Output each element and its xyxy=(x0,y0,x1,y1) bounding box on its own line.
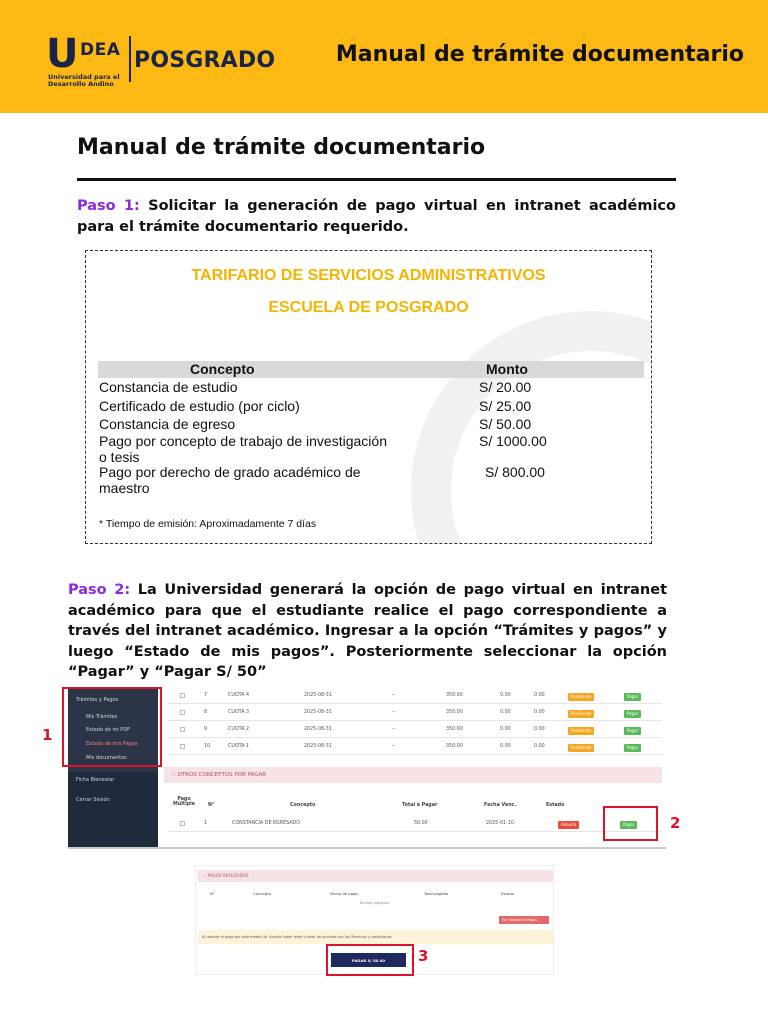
document-title: Manual de trámite documentario xyxy=(77,135,486,160)
row-dash: -- xyxy=(392,693,396,698)
row-concept: CONSTANCIA DE EGRESADO xyxy=(232,821,301,826)
tariff-concept: Certificado de estudio (por ciclo) xyxy=(99,398,300,414)
tariff-note: * Tiempo de emisión: Aproximadamente 7 días xyxy=(99,518,317,530)
row-concept: CUOTA 1 xyxy=(228,744,250,749)
udea-posgrado-logo xyxy=(46,30,276,90)
tariff-subtitle: ESCUELA DE POSGRADO xyxy=(268,299,469,316)
row-number: 10 xyxy=(204,744,211,749)
col-due-date: Fecha Venc. xyxy=(484,803,517,808)
row-total: 350.00 xyxy=(446,744,463,749)
row-number: 8 xyxy=(204,710,208,715)
col-number: N° xyxy=(208,803,215,808)
logo-dea: DEA xyxy=(80,40,121,60)
other-concept-row xyxy=(168,815,662,832)
terms-notice: Al realizar el pago por este medio Ud. Acepta haber leído y estar de acuerdo con los Términos y condiciones. xyxy=(198,930,553,944)
sidebar-item-ficha[interactable]: Ficha Bienestar xyxy=(76,777,115,783)
status-badge: Pendiente xyxy=(568,744,594,752)
callout-1: 1 xyxy=(42,726,53,744)
row-due-date: 2025-01-10 xyxy=(486,821,514,826)
tariff-amount: S/ 1000.00 xyxy=(479,433,547,449)
row-number: 7 xyxy=(204,693,208,698)
row-dash: -- xyxy=(392,710,396,715)
row-dash: -- xyxy=(392,744,396,749)
title-divider xyxy=(77,178,676,181)
tariff-col-concept: Concepto xyxy=(190,361,255,377)
row-total: 350.00 xyxy=(446,710,463,715)
other-concepts-bar: :: OTROS CONCEPTOS POR PAGAR xyxy=(164,767,662,783)
status-badge: Adeuda xyxy=(558,821,579,829)
step1-paragraph xyxy=(77,196,676,237)
quota-row xyxy=(168,687,662,704)
page-header xyxy=(0,0,768,113)
quota-row xyxy=(168,704,662,721)
payments-made-bar: :: PAGOS REALIZADOS xyxy=(198,870,553,882)
status-badge: Pendiente xyxy=(568,727,594,735)
highlight-box-1 xyxy=(62,687,162,767)
col-status: Estado xyxy=(546,803,565,808)
row-paid: 0.00 xyxy=(500,710,511,715)
col-number: N° xyxy=(210,891,215,896)
row-balance: 0.00 xyxy=(534,744,545,749)
tariff-concept: Constancia de estudio xyxy=(99,379,238,395)
sidebar-item-mis-tramites[interactable]: Mis Trámites xyxy=(86,714,118,720)
header-title: Manual de trámite documentario xyxy=(335,42,744,67)
tariff-figure xyxy=(85,250,652,544)
tariff-header-band xyxy=(98,361,644,378)
step1-label: Paso 1: xyxy=(77,198,140,214)
row-number: 1 xyxy=(204,821,208,826)
row-paid: 0.00 xyxy=(500,744,511,749)
tariff-concept: Pago por concepto de trabajo de investigación o tesis xyxy=(99,433,387,465)
payment-history-button[interactable]: Ver Historial de Pagos xyxy=(499,916,549,924)
col-concept: Concepto xyxy=(290,803,316,808)
highlight-box-3 xyxy=(326,944,414,976)
row-paid: 0.00 xyxy=(500,727,511,732)
col-multi-pay: Pago Múltiple xyxy=(172,797,196,807)
highlight-box-2 xyxy=(603,806,658,841)
row-dash: -- xyxy=(392,727,396,732)
row-checkbox[interactable] xyxy=(180,821,185,826)
sidebar-item-estado-pagos[interactable]: Estado de mis Pagos xyxy=(86,741,138,747)
tariff-concept: Pago por derecho de grado académico de maestro xyxy=(99,464,361,496)
quota-row xyxy=(168,738,662,755)
row-date: 2025-08-31 xyxy=(304,727,332,732)
tariff-amount: S/ 800.00 xyxy=(485,464,545,480)
col-total: Total a Pagar xyxy=(402,803,438,808)
pay-50-button[interactable]: PAGAR S/ 50.00 xyxy=(331,953,406,967)
row-balance: 0.00 xyxy=(534,710,545,715)
row-balance: 0.00 xyxy=(534,693,545,698)
tariff-amount: S/ 25.00 xyxy=(479,398,532,414)
row-concept: CUOTA 2 xyxy=(228,727,250,732)
logo-u: U xyxy=(46,31,79,77)
step2-label: Paso 2: xyxy=(68,582,131,598)
col-status: Estado xyxy=(501,891,514,896)
pay-button[interactable]: Pagar xyxy=(624,727,641,735)
row-total: 50.00 xyxy=(414,821,428,826)
row-paid: 0.00 xyxy=(500,693,511,698)
sidebar-item-cerrar-sesion[interactable]: Cerrar Sesión xyxy=(76,797,110,803)
row-checkbox[interactable] xyxy=(180,744,185,749)
tariff-amount: S/ 20.00 xyxy=(479,379,532,395)
row-checkbox[interactable] xyxy=(180,693,185,698)
step2-paragraph xyxy=(68,580,667,683)
row-concept: CUOTA 4 xyxy=(228,693,250,698)
row-checkbox[interactable] xyxy=(180,710,185,715)
row-concept: CUOTA 3 xyxy=(228,710,250,715)
pay-button[interactable]: Pagar xyxy=(624,693,641,701)
step1-text: Solicitar la generación de pago virtual en intranet académico para el trámite documentario requerido. xyxy=(77,198,676,235)
step2-text: La Universidad generará la opción de pago virtual en intranet académico para que el estudiante realice el pago correspondiente a través del intranet académico. Ingresar a la opción “Trámites y pagos” y luego “Estado de mis pagos”. Posteriormente seleccionar la opción “Pagar” y “Pagar S/ 50” xyxy=(68,582,667,680)
row-total: 350.00 xyxy=(446,693,463,698)
tariff-col-amount: Monto xyxy=(486,361,528,377)
tariff-amount: S/ 50.00 xyxy=(479,416,532,432)
sidebar-item-estado-pdf[interactable]: Estado de mi PDF xyxy=(86,727,131,733)
pay-button[interactable]: Pagar xyxy=(624,710,641,718)
quota-row xyxy=(168,721,662,738)
row-date: 2025-08-31 xyxy=(304,710,332,715)
empty-records: No hay registros xyxy=(359,901,390,905)
logo-posgrado: POSGRADO xyxy=(134,48,276,73)
row-balance: 0.00 xyxy=(534,727,545,732)
pay-button[interactable]: Pagar xyxy=(620,821,637,829)
pay-button[interactable]: Pagar xyxy=(624,744,641,752)
logo-subtitle: Universidad para el Desarrollo Andino xyxy=(48,73,120,88)
sidebar-item-tramites[interactable]: Trámites y Pagos xyxy=(76,697,119,703)
col-date: Fecha de pago xyxy=(330,891,358,896)
col-total: Total pagado xyxy=(424,891,449,896)
row-total: 350.00 xyxy=(446,727,463,732)
decorative-arc xyxy=(411,311,652,544)
status-badge: Pendiente xyxy=(568,693,594,701)
tariff-title: TARIFARIO DE SERVICIOS ADMINISTRATIVOS xyxy=(191,267,546,284)
row-date: 2025-08-31 xyxy=(304,693,332,698)
row-date: 2025-08-31 xyxy=(304,744,332,749)
sidebar-item-mis-documentos[interactable]: Mis documentos xyxy=(86,755,127,761)
callout-2: 2 xyxy=(670,814,681,832)
tariff-concept: Constancia de egreso xyxy=(99,416,236,432)
row-number: 9 xyxy=(204,727,208,732)
row-checkbox[interactable] xyxy=(180,727,185,732)
status-badge: Pendiente xyxy=(568,710,594,718)
logo-separator xyxy=(129,36,131,82)
callout-3: 3 xyxy=(418,947,429,965)
col-concept: Concepto xyxy=(253,891,272,896)
